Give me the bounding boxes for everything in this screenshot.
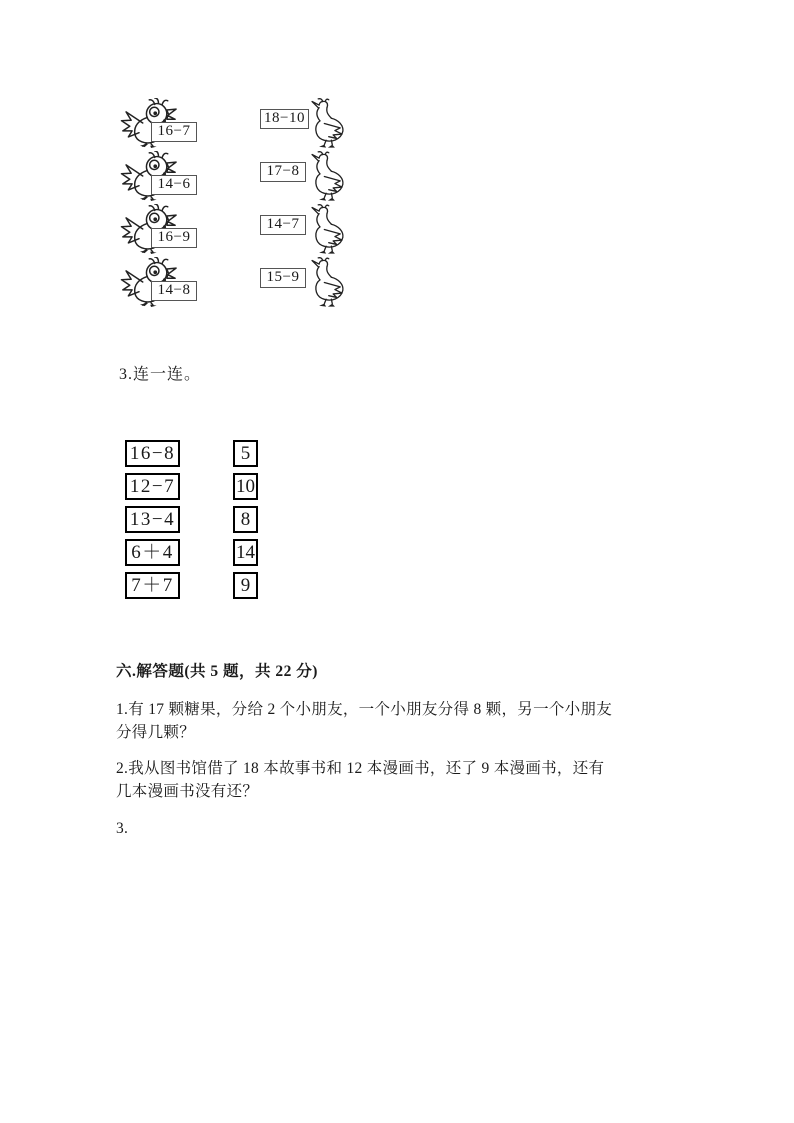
connect-left-column [125,440,180,605]
expression-box: 16−9 [151,228,197,248]
goose-icon [307,257,347,308]
expression-box: 16−7 [151,122,197,142]
connect-left-box: 16−8 [125,440,180,467]
matching-row [118,150,398,203]
solve-section-heading: 六.解答题(共 5 题，共 22 分) [116,663,318,680]
goose-cell [260,256,360,309]
connect-section-title: 3.连一连。 [119,366,202,383]
matching-row [118,203,398,256]
expression-box: 18−10 [260,109,309,129]
bird-cell [118,256,248,309]
goose-cell [260,97,360,150]
expression-box: 14−7 [260,215,306,235]
goose-cell [260,150,360,203]
connect-left-box: 12−7 [125,473,180,500]
bird-cell [118,150,248,203]
connect-right-box: 10 [233,473,258,500]
connect-left-box: 13−4 [125,506,180,533]
matching-row [118,97,398,150]
connect-right-box: 14 [233,539,258,566]
matching-row [118,256,398,309]
expression-box: 14−8 [151,281,197,301]
problem-text: 1.有 17 颗糖果，分给 2 个小朋友，一个小朋友分得 8 颗，另一个小朋友分得几颗？ [116,701,613,741]
goose-icon [307,98,347,149]
connect-left-box: 7＋7 [125,572,180,599]
goose-icon [307,204,347,255]
goose-icon [307,151,347,202]
problem-text: 3. [116,820,129,837]
connect-left-box: 6＋4 [125,539,180,566]
expression-box: 15−9 [260,268,306,288]
bird-cell [118,203,248,256]
bird-cell [118,97,248,150]
connect-right-box: 5 [233,440,258,467]
connect-right-box: 8 [233,506,258,533]
connect-right-box: 9 [233,572,258,599]
connect-right-column [233,440,258,605]
expression-box: 17−8 [260,162,306,182]
matching-section [118,97,398,309]
problem-text: 2.我从图书馆借了 18 本故事书和 12 本漫画书，还了 9 本漫画书，还有几本漫画书没有还？ [116,760,605,800]
expression-box: 14−6 [151,175,197,195]
goose-cell [260,203,360,256]
